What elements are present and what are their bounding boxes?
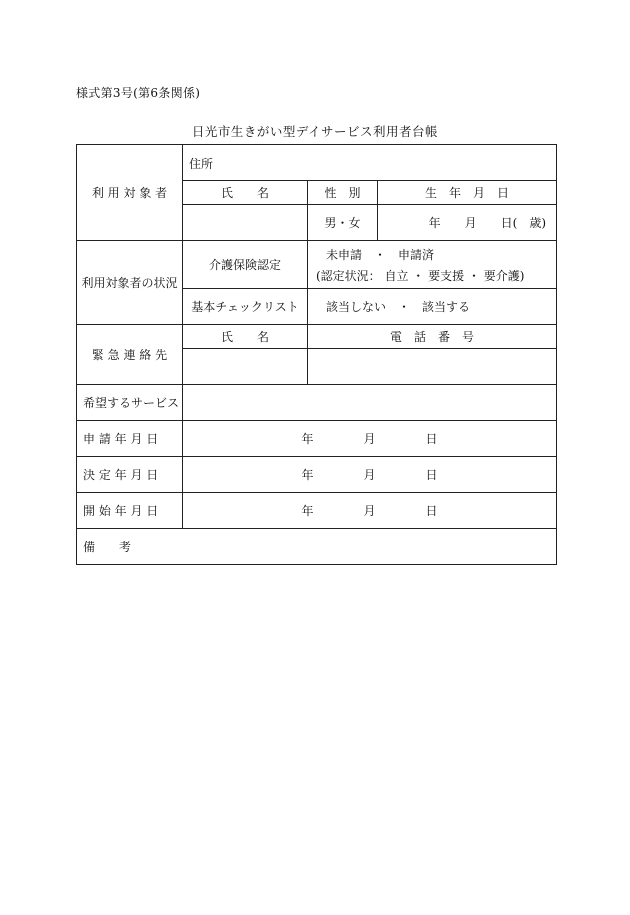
service-field[interactable] xyxy=(183,385,557,421)
birthdate-header: 生 年 月 日 xyxy=(378,181,557,205)
gender-header: 性 別 xyxy=(308,181,378,205)
emergency-phone-header: 電 話 番 号 xyxy=(308,325,557,349)
care-application-options: 未申請 ・ 申請済 xyxy=(326,247,435,262)
date-day: 日 xyxy=(425,432,438,446)
application-date-field[interactable] xyxy=(183,421,557,457)
address-label: 住所 xyxy=(189,157,214,171)
date-year: 年 xyxy=(301,504,314,518)
emergency-section-label: 緊 急 連 絡 先 xyxy=(77,325,183,385)
start-date-field[interactable] xyxy=(183,493,557,529)
name-field[interactable] xyxy=(183,205,308,241)
date-year: 年 xyxy=(301,468,314,482)
user-section-label: 利 用 対 象 者 xyxy=(77,145,183,241)
checklist-field[interactable]: 該当しない ・ 該当する xyxy=(308,289,557,325)
care-level-options: (認定状況： 自立 ・ 要支援 ・ 要介護) xyxy=(316,268,525,283)
start-date-label: 開 始 年 月 日 xyxy=(77,493,183,529)
emergency-name-field[interactable] xyxy=(183,349,308,385)
user-register-table xyxy=(76,144,557,565)
remarks-label: 備 考 xyxy=(83,540,132,554)
decision-date-field[interactable] xyxy=(183,457,557,493)
remarks-field[interactable] xyxy=(77,529,557,565)
date-month: 月 xyxy=(363,432,376,446)
service-label: 希望するサービス xyxy=(77,385,183,421)
decision-date-label: 決 定 年 月 日 xyxy=(77,457,183,493)
emergency-phone-field[interactable] xyxy=(308,349,557,385)
birthdate-field[interactable]: 年 月 日( 歳) xyxy=(378,205,557,241)
emergency-name-header: 氏 名 xyxy=(183,325,308,349)
gender-field[interactable]: 男・女 xyxy=(308,205,378,241)
date-month: 月 xyxy=(363,468,376,482)
name-header: 氏 名 xyxy=(183,181,308,205)
date-day: 日 xyxy=(425,468,438,482)
date-month: 月 xyxy=(363,504,376,518)
checklist-label: 基本チェックリスト xyxy=(183,289,308,325)
date-year: 年 xyxy=(301,432,314,446)
address-field[interactable] xyxy=(183,145,557,181)
care-insurance-field[interactable] xyxy=(308,241,557,289)
document-title: 日光市生きがい型デイサービス利用者台帳 xyxy=(191,124,439,139)
status-section-label: 利用対象者の状況 xyxy=(77,241,183,325)
form-number: 様式第3号(第6条関係) xyxy=(76,86,201,100)
care-insurance-label: 介護保険認定 xyxy=(183,241,308,289)
application-date-label: 申 請 年 月 日 xyxy=(77,421,183,457)
date-day: 日 xyxy=(425,504,438,518)
